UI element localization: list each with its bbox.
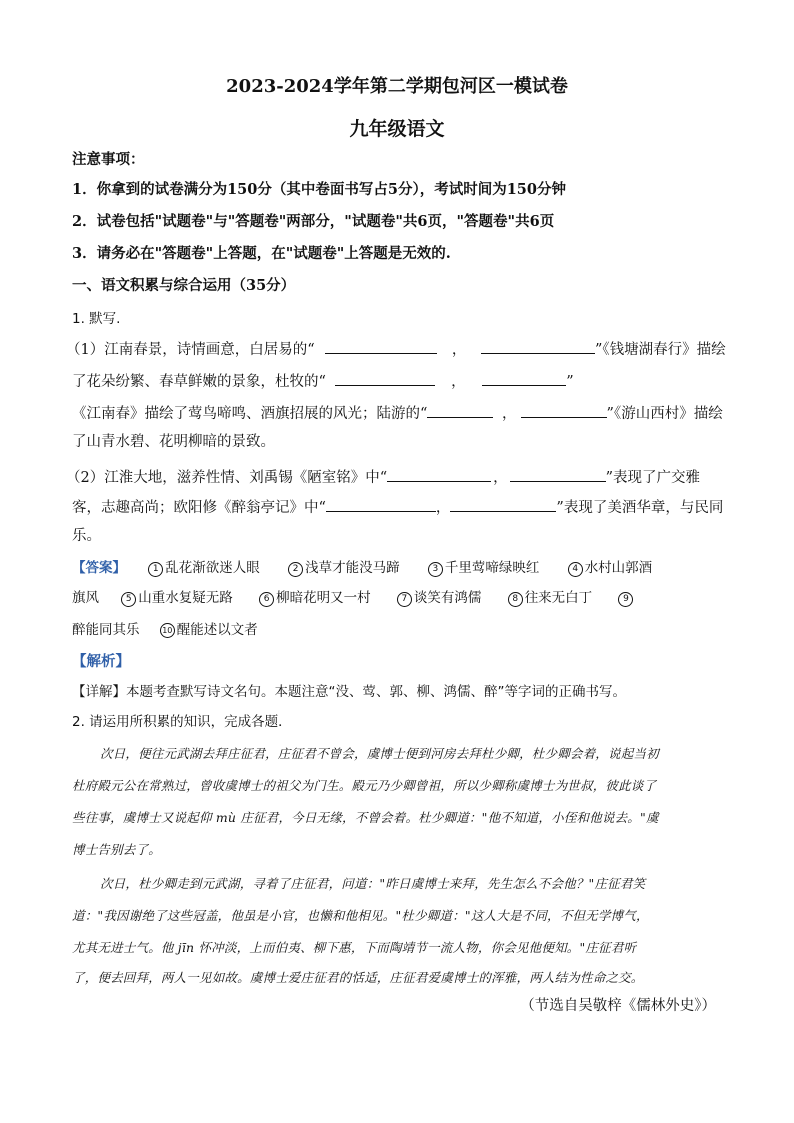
answer-item bbox=[148, 560, 260, 576]
analysis-detail: 【详解】本题考查默写诗文名句。本题注意“没、莺、郭、柳、鸿儒、醉”等字词的正确书写。 bbox=[72, 684, 626, 700]
number-badge: 3 bbox=[428, 562, 443, 577]
notice-item-2: 2．试卷包括"试题卷"与"答题卷"两部分，"试题卷"共6页，"答题卷"共6页 bbox=[72, 213, 555, 230]
q1-part2-line3: 乐。 bbox=[72, 528, 101, 544]
answer-text: 醒能述以文者 bbox=[176, 622, 258, 638]
answer-item bbox=[288, 560, 400, 576]
q1-text: ”表现了美酒华章，与民同 bbox=[556, 500, 724, 516]
number-badge: 2 bbox=[288, 562, 303, 577]
answer-item bbox=[428, 560, 540, 576]
q1-text: ” bbox=[566, 374, 574, 390]
answer-blank-3[interactable] bbox=[335, 370, 435, 386]
q1-part1-line3 bbox=[72, 402, 723, 424]
question-1-label: 1. 默写. bbox=[72, 311, 121, 327]
q1-part1-line4: 了山青水碧、花明柳暗的景致。 bbox=[72, 434, 275, 450]
answer-blank-1[interactable] bbox=[325, 338, 437, 354]
notice-item-3: 3．请务必在"答题卷"上答题，在"试题卷"上答题是无效的. bbox=[72, 245, 451, 262]
answer-item bbox=[160, 622, 258, 638]
answer-item bbox=[508, 590, 593, 606]
number-badge: 5 bbox=[121, 592, 136, 607]
number-badge: 6 bbox=[259, 592, 274, 607]
q1-part2-line1 bbox=[66, 466, 700, 488]
answer-line-3 bbox=[72, 620, 258, 640]
q1-text: （1）江南春景，诗情画意，白居易的“ bbox=[66, 342, 315, 358]
passage-line: 尤其无进士气。他 jīn 怀冲淡，上而伯夷、柳下惠，下而陶靖节一流人物，你会见他便知。"庄征君听 bbox=[72, 940, 637, 955]
answer-blank-5[interactable] bbox=[427, 402, 493, 418]
number-badge: 7 bbox=[397, 592, 412, 607]
q1-text: 了花朵纷繁、春草鲜嫩的景象，杜牧的“ bbox=[72, 374, 326, 390]
answer-text: 水村山郭酒 bbox=[584, 560, 653, 576]
answer-blank-7[interactable] bbox=[387, 466, 491, 482]
number-badge: 8 bbox=[508, 592, 523, 607]
answer-blank-10[interactable] bbox=[450, 496, 556, 512]
answer-text: 千里莺啼绿映红 bbox=[444, 560, 540, 576]
answer-text: 山重水复疑无路 bbox=[138, 590, 233, 606]
answer-blank-2[interactable] bbox=[481, 338, 595, 354]
answer-item bbox=[259, 590, 371, 606]
number-badge: 4 bbox=[568, 562, 583, 577]
q1-text: （2）江淮大地，滋养性情、刘禹锡《陋室铭》中“ bbox=[66, 470, 388, 486]
notice-heading: 注意事项： bbox=[72, 151, 145, 168]
analysis-label: 【解析】 bbox=[72, 654, 130, 670]
answer-line-2 bbox=[72, 588, 635, 608]
notice-item-1: 1．你拿到的试卷满分为150分（其中卷面书写占5分），考试时间为150分钟 bbox=[72, 181, 566, 198]
passage-line: 次日，便往元武湖去拜庄征君，庄征君不曾会，虞博士便到河房去拜杜少卿，杜少卿会着，说起当初 bbox=[100, 746, 659, 761]
answer-blank-4[interactable] bbox=[482, 370, 566, 386]
passage-source: （节选自吴敬梓《儒林外史》） bbox=[520, 998, 716, 1014]
analysis-tag bbox=[72, 652, 130, 672]
q1-text: 《江南春》描绘了莺鸟啼鸣、酒旗招展的风光；陆游的“ bbox=[72, 406, 428, 422]
answer-text: 往来无白丁 bbox=[524, 590, 593, 606]
q1-text: ， bbox=[493, 470, 508, 486]
answer-blank-6[interactable] bbox=[521, 402, 607, 418]
answer-text: 谈笑有鸿儒 bbox=[413, 590, 482, 606]
q1-text: ”《游山西村》描绘 bbox=[606, 406, 723, 422]
passage-line: 了，便去回拜，两人一见如故。虞博士爱庄征君的恬适，庄征君爱虞博士的浑雅，两人结为性命之交。 bbox=[72, 970, 644, 985]
page-title: 2023-2024学年第二学期包河区一模试卷 bbox=[226, 76, 568, 97]
q1-text: ， bbox=[435, 500, 451, 516]
passage-line: 博士告别去了。 bbox=[72, 842, 161, 857]
question-2-label: 2. 请运用所积累的知识，完成各题． bbox=[72, 714, 292, 730]
passage-line: 杜府殿元公在常熟过，曾收虞博士的祖父为门生。殿元乃少卿曾祖，所以少卿称虞博士为世叔，彼此谈了 bbox=[72, 778, 657, 793]
answer-text: 柳暗花明又一村 bbox=[276, 590, 371, 606]
answer-text: 旗风 bbox=[72, 590, 99, 606]
q1-text: 客，志趣高尚；欧阳修《醉翁亭记》中“ bbox=[72, 500, 326, 516]
page-subtitle: 九年级语文 bbox=[349, 118, 445, 140]
q1-text: ， bbox=[451, 342, 467, 358]
answer-item bbox=[618, 590, 635, 606]
answer-text: 浅草才能没马蹄 bbox=[305, 560, 400, 576]
q1-part2-line2 bbox=[72, 496, 723, 518]
number-badge: 10 bbox=[160, 623, 175, 638]
q1-text: ”《钱塘湖春行》描绘 bbox=[594, 342, 726, 358]
answer-item bbox=[121, 590, 233, 606]
answer-text: 乱花渐欲迷人眼 bbox=[165, 560, 260, 576]
passage-line: 次日，杜少卿走到元武湖，寻着了庄征君，问道："昨日虞博士来拜，先生怎么不会他？"庄征君笑 bbox=[100, 876, 646, 891]
answer-item bbox=[397, 590, 482, 606]
q1-text: ， bbox=[451, 374, 466, 390]
answer-tag: 【答案】 bbox=[72, 560, 126, 576]
answer-blank-8[interactable] bbox=[510, 466, 606, 482]
number-badge: 9 bbox=[618, 592, 633, 607]
q1-text: ， bbox=[502, 406, 517, 422]
q1-text: ”表现了广交雅 bbox=[605, 470, 701, 486]
answer-line-1 bbox=[72, 558, 652, 578]
passage-line: 道："我因谢绝了这些冠盖，他虽是小官，也懒和他相见。"杜少卿道："这人大是不同，不但无学博气， bbox=[72, 908, 649, 923]
answer-item bbox=[568, 560, 653, 576]
number-badge: 1 bbox=[148, 562, 163, 577]
answer-text: 醉能同其乐 bbox=[72, 622, 140, 638]
section-heading: 一、语文积累与综合运用（35分） bbox=[72, 277, 296, 294]
q1-part1-line2 bbox=[72, 370, 574, 392]
answer-blank-9[interactable] bbox=[326, 496, 436, 512]
passage-line: 些往事，虞博士又说起仰 mù 庄征君，今日无缘，不曾会着。杜少卿道："他不知道，小侄和他说去。"虞 bbox=[72, 810, 659, 825]
q1-part1-line1 bbox=[66, 338, 726, 360]
